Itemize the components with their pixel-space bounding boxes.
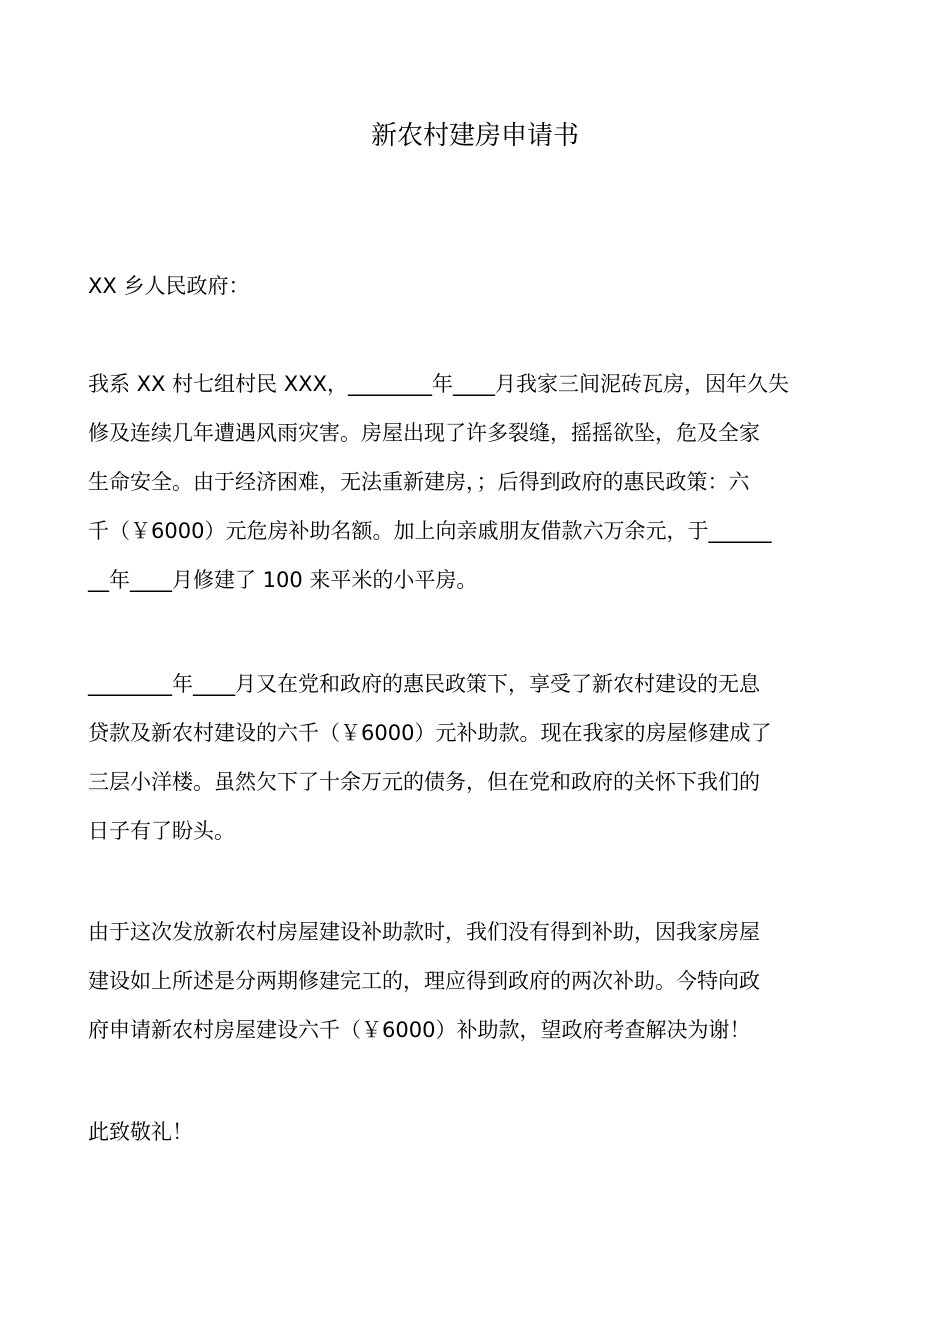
- paragraph-line: 贷款及新农村建设的六千（￥6000）元补助款。现在我家的房屋修建成了: [88, 721, 772, 745]
- paragraph-line: 建设如上所述是分两期修建完工的，理应得到政府的两次补助。今特向政: [88, 969, 760, 993]
- closing-line: 此致敬礼！: [88, 1120, 193, 1144]
- paragraph-1: [88, 360, 864, 605]
- paragraph-line: 生命安全。由于经济困难，无法重新建房，；后得到政府的惠民政策：六: [88, 470, 750, 494]
- paragraph-3: [88, 908, 864, 1055]
- paragraph-line: 我系 XX 村七组村民 XXX，________年____月我家三间泥砖瓦房，因年久失: [88, 372, 789, 396]
- paragraph-2: [88, 660, 864, 856]
- paragraph-line: 由于这次发放新农村房屋建设补助款时，我们没有得到补助，因我家房屋: [88, 920, 760, 944]
- paragraph-line: 府申请新农村房屋建设六千（￥6000）补助款，望政府考查解决为谢！: [88, 1018, 751, 1042]
- paragraph-line: 修及连续几年遭遇风雨灾害。房屋出现了许多裂缝，摇摇欲坠，危及全家: [88, 421, 760, 445]
- paragraph-line: 日子有了盼头。: [88, 819, 235, 843]
- paragraph-line: ________年____月又在党和政府的惠民政策下，享受了新农村建设的无息: [88, 672, 760, 696]
- salutation: XX 乡人民政府：: [88, 274, 250, 298]
- paragraph-line: __年____月修建了 100 来平米的小平房。: [88, 568, 478, 592]
- paragraph-line: 千（￥6000）元危房补助名额。加上向亲戚朋友借款六万余元，于______: [88, 519, 772, 543]
- document-title: 新农村建房申请书: [370, 121, 579, 151]
- paragraph-line: 三层小洋楼。虽然欠下了十余万元的债务，但在党和政府的关怀下我们的: [88, 770, 760, 794]
